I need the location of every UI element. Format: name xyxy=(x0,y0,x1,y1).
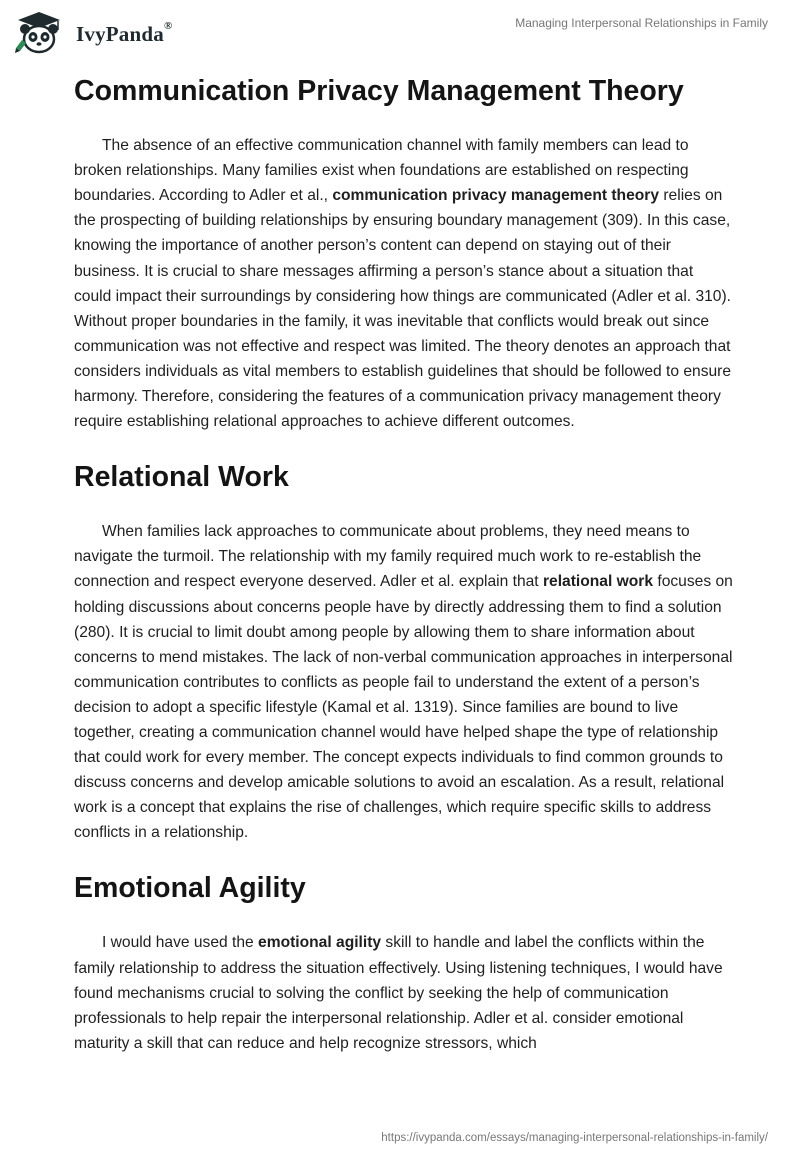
section-paragraph: When families lack approaches to communicate about problems, they need means to navigate the turmoil. The relationship with my family required much work to re-establish the connection and respect everyone deserved. Adler et al. explain that relational work focuses on holding discussions about concerns people have by directly addressing them to find a solution (280). It is crucial to limit doubt among people by allowing them to share information about concerns to mend mistakes. The lack of non-verbal communication approaches in interpersonal communication contributes to conflicts as people fail to understand the extent of a person’s decision to adopt a specific lifestyle (Kamal et al. 1319). Since families are bound to live together, creating a communication channel would have helped shape the type of relationship that could work for every member. The concept expects individuals to find common grounds to discuss concerns and develop amicable solutions to avoid an escalation. As a result, relational work is a concept that explains the rise of challenges, which require specific skills to address conflicts in a relationship. xyxy=(74,523,733,842)
essay-content xyxy=(74,70,734,1056)
panda-graduate-icon xyxy=(14,10,64,58)
key-term: relational work xyxy=(542,573,654,591)
key-term: emotional agility xyxy=(258,934,382,952)
ivypanda-logo[interactable] xyxy=(14,10,204,58)
brand-name: IvyPanda® xyxy=(76,20,173,46)
section-heading: Emotional Agility xyxy=(74,872,306,905)
page-header xyxy=(0,0,800,70)
section-heading: Relational Work xyxy=(74,461,289,494)
source-url[interactable]: https://ivypanda.com/essays/managing-interpersonal-relationships-in-family/ xyxy=(381,1132,768,1144)
section-paragraph: I would have used the emotional agility skill to handle and label the conflicts within the family relationship to address the situation effectively. Using listening techniques, I would have found mechanisms crucial to solving the conflict by seeking the help of communication professionals to help repair the interpersonal relationship. Adler et al. consider emotional maturity a skill that can reduce and help recognize stressors, which xyxy=(74,934,723,1052)
section-heading: Communication Privacy Management Theory xyxy=(74,75,684,107)
document-title: Managing Interpersonal Relationships in Family xyxy=(515,16,768,30)
section-paragraph: The absence of an effective communication channel with family members can lead to broken relationships. Many families exist when foundations are established on respecting boundaries. According to Adler et al., communication privacy management theory relies on the prospecting of building relationships by ensuring boundary management (309). In this case, knowing the importance of another person’s content can depend on staying out of their business. It is crucial to share messages affirming a person’s stance about a situation that could impact their surroundings by considering how things are communicated (Adler et al. 310). Without proper boundaries in the family, it was inevitable that conflicts would break out since communication was not effective and respect was limited. The theory denotes an approach that considers individuals as vital members to establish guidelines that should be followed to ensure harmony. Therefore, considering the features of a communication privacy management theory require establishing relational approaches to achieve different outcomes. xyxy=(74,137,732,431)
key-term: communication privacy management theory xyxy=(332,187,660,205)
